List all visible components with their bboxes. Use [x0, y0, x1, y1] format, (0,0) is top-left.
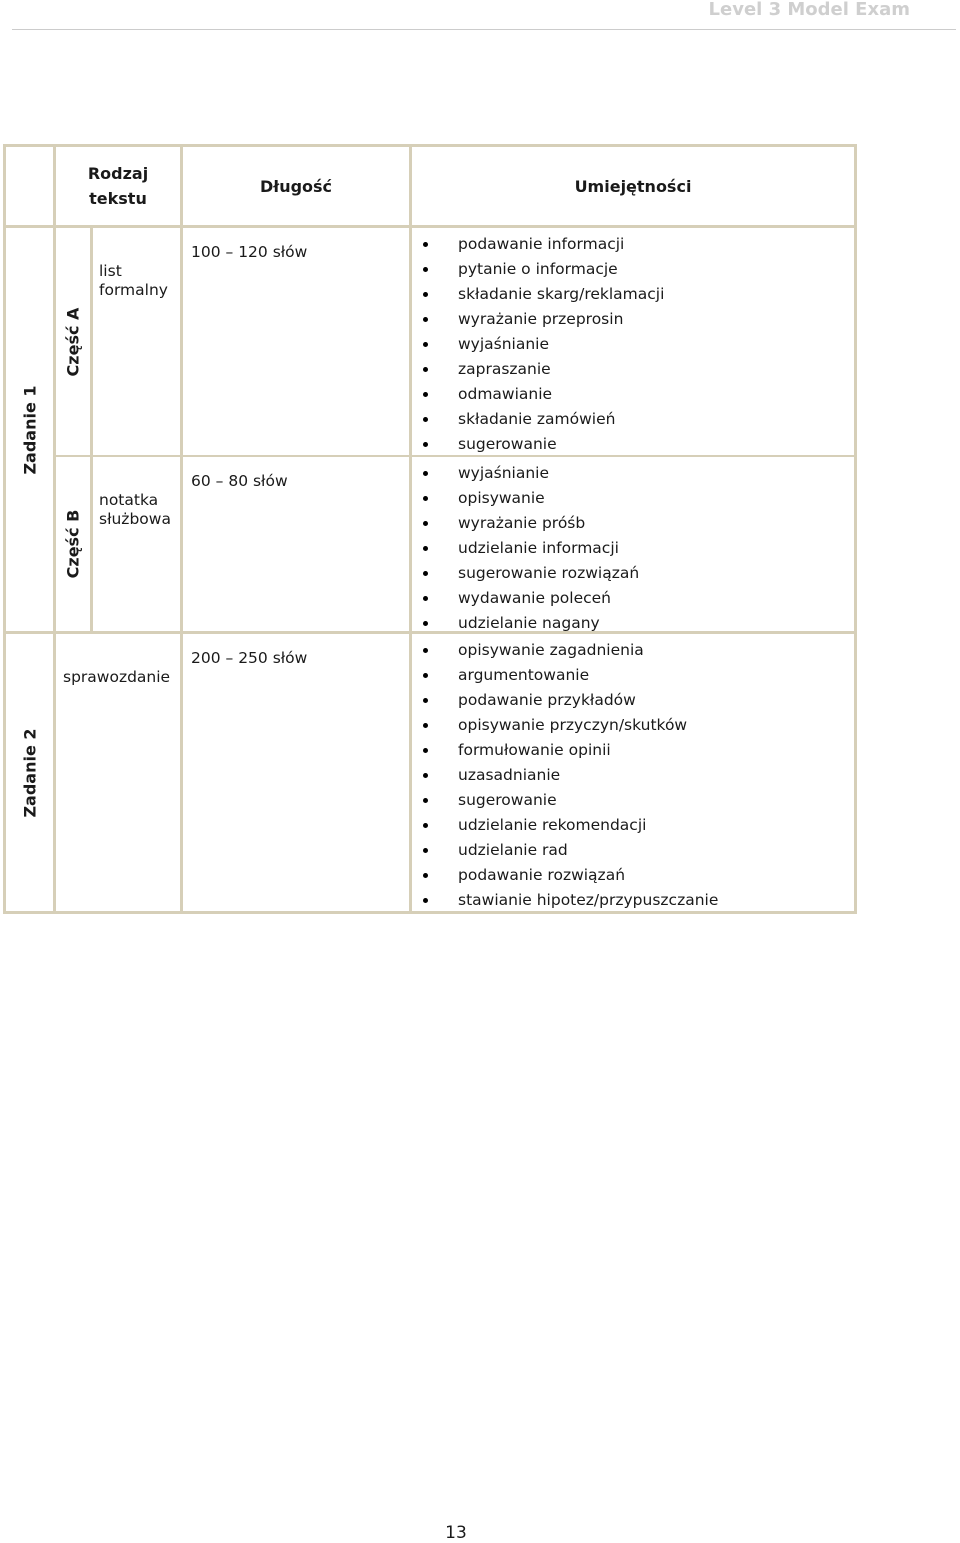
list-item	[412, 407, 854, 432]
list-item	[412, 382, 854, 407]
skill-text: sugerowanie	[458, 791, 557, 809]
list-item	[412, 536, 854, 561]
running-header-title: Level 3 Model Exam	[708, 0, 910, 20]
skill-text: argumentowanie	[458, 666, 590, 684]
list-item	[412, 257, 854, 282]
skill-text: odmawianie	[458, 385, 553, 403]
header-rodzaj-line2: tekstu	[89, 189, 147, 208]
czesc-b-length	[183, 457, 409, 631]
list-item	[412, 863, 854, 888]
header-umiejetnosci	[412, 147, 854, 225]
header-corner-cell	[6, 147, 53, 225]
skill-text: udzielanie nagany	[458, 614, 600, 632]
czesc-a-type-line2: formalny	[99, 281, 168, 299]
skill-text: podawanie przykładów	[458, 691, 636, 709]
czesc-b-skills	[412, 457, 854, 631]
czesc-a-text-type	[93, 228, 180, 455]
skill-text: opisywanie przyczyn/skutków	[458, 716, 688, 734]
bullet-icon	[423, 521, 428, 526]
list-item	[412, 332, 854, 357]
list-item	[412, 663, 854, 688]
exam-structure-table	[3, 144, 857, 914]
bullet-icon	[423, 392, 428, 397]
list-item	[412, 432, 854, 457]
czesc-b-type-line2: służbowa	[99, 510, 171, 528]
czesc-a-skills	[412, 228, 854, 455]
list-item	[412, 813, 854, 838]
bullet-icon	[423, 798, 428, 803]
list-item	[412, 713, 854, 738]
list-item	[412, 838, 854, 863]
bullet-icon	[423, 342, 428, 347]
skill-text: opisywanie zagadnienia	[458, 641, 644, 659]
bullet-icon	[423, 442, 428, 447]
bullet-icon	[423, 292, 428, 297]
header-dlugosc-label: Długość	[259, 176, 333, 196]
skill-text: udzielanie rad	[458, 841, 568, 859]
skill-text: sugerowanie rozwiązań	[458, 564, 640, 582]
czesc-a-cell	[56, 228, 90, 455]
header-umiejetnosci-label: Umiejętności	[574, 176, 692, 196]
skill-text: wydawanie poleceń	[458, 589, 612, 607]
skill-text: udzielanie informacji	[458, 539, 619, 557]
list-item	[412, 282, 854, 307]
zadanie-1-cell	[6, 228, 53, 631]
zadanie-2-label: Zadanie 2	[20, 727, 39, 818]
bullet-icon	[423, 873, 428, 878]
bullet-icon	[423, 848, 428, 853]
czesc-a-label: Część A	[63, 307, 83, 376]
list-item	[412, 688, 854, 713]
list-item	[412, 611, 854, 636]
zadanie-2-skills	[412, 634, 854, 911]
bullet-icon	[423, 496, 428, 501]
list-item	[412, 888, 854, 913]
skill-text: podawanie rozwiązań	[458, 866, 626, 884]
list-item	[412, 511, 854, 536]
bullet-icon	[423, 648, 428, 653]
czesc-a-length-text: 100 – 120 słów	[191, 243, 308, 261]
list-item	[412, 763, 854, 788]
czesc-b-text-type	[93, 457, 180, 631]
list-item	[412, 486, 854, 511]
header-divider	[12, 29, 956, 30]
skill-text: zapraszanie	[458, 360, 551, 378]
skill-text: udzielanie rekomendacji	[458, 816, 647, 834]
skill-text: pytanie o informacje	[458, 260, 618, 278]
czesc-b-label: Część B	[63, 509, 83, 579]
skill-text: wyrażanie przeprosin	[458, 310, 624, 328]
czesc-b-length-text: 60 – 80 słów	[191, 472, 288, 490]
bullet-icon	[423, 621, 428, 626]
list-item	[412, 232, 854, 257]
czesc-b-type-line1: notatka	[99, 491, 159, 509]
skill-text: uzasadnianie	[458, 766, 561, 784]
zadanie-2-type-text: sprawozdanie	[63, 668, 171, 686]
skill-text: wyrażanie próśb	[458, 514, 586, 532]
zadanie-2-length	[183, 634, 409, 911]
bullet-icon	[423, 673, 428, 678]
list-item	[412, 461, 854, 486]
list-item	[412, 638, 854, 663]
skill-text: podawanie informacji	[458, 235, 625, 253]
zadanie-2-length-text: 200 – 250 słów	[191, 649, 308, 667]
skill-text: formułowanie opinii	[458, 741, 611, 759]
bullet-icon	[423, 267, 428, 272]
bullet-icon	[423, 596, 428, 601]
bullet-icon	[423, 898, 428, 903]
page-number: 13	[445, 1523, 467, 1543]
header-rodzaj-line1: Rodzaj	[87, 164, 149, 183]
list-item	[412, 738, 854, 763]
list-item	[412, 586, 854, 611]
list-item	[412, 561, 854, 586]
bullet-icon	[423, 773, 428, 778]
skill-text: składanie zamówień	[458, 410, 616, 428]
bullet-icon	[423, 317, 428, 322]
bullet-icon	[423, 698, 428, 703]
skill-text: wyjaśnianie	[458, 335, 550, 353]
bullet-icon	[423, 571, 428, 576]
bullet-icon	[423, 367, 428, 372]
list-item	[412, 788, 854, 813]
zadanie-2-cell	[6, 634, 53, 911]
bullet-icon	[423, 242, 428, 247]
bullet-icon	[423, 417, 428, 422]
skill-text: sugerowanie	[458, 435, 557, 453]
header-rodzaj-tekstu	[56, 147, 180, 225]
bullet-icon	[423, 723, 428, 728]
skill-text: składanie skarg/reklamacji	[458, 285, 665, 303]
bullet-icon	[423, 748, 428, 753]
czesc-b-cell	[56, 457, 90, 631]
skill-text: opisywanie	[458, 489, 545, 507]
header-dlugosc	[183, 147, 409, 225]
czesc-a-type-line1: list	[99, 262, 122, 280]
list-item	[412, 357, 854, 382]
zadanie-2-text-type	[56, 634, 180, 911]
czesc-a-length	[183, 228, 409, 455]
skill-text: wyjaśnianie	[458, 464, 550, 482]
skill-text: stawianie hipotez/przypuszczanie	[458, 891, 719, 909]
list-item	[412, 307, 854, 332]
bullet-icon	[423, 823, 428, 828]
bullet-icon	[423, 471, 428, 476]
zadanie-1-label: Zadanie 1	[20, 384, 39, 475]
bullet-icon	[423, 546, 428, 551]
